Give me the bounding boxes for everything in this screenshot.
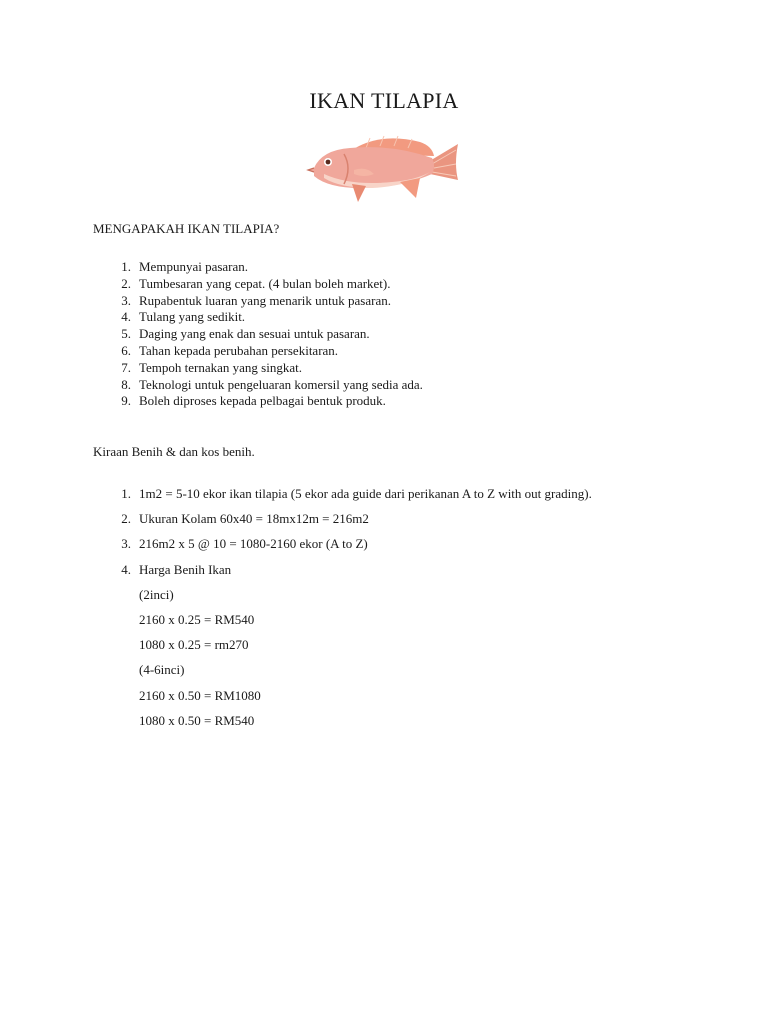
list-item-text: Tempoh ternakan yang singkat.	[139, 359, 302, 375]
list-item	[93, 259, 423, 276]
section-heading-seed-calculation: Kiraan Benih & dan kos benih.	[93, 444, 255, 459]
tilapia-fish-icon	[300, 128, 465, 206]
list-item-text: Harga Benih Ikan	[139, 561, 232, 577]
list-item	[93, 343, 423, 360]
list-item	[93, 309, 423, 326]
section-heading-why-tilapia: MENGAPAKAH IKAN TILAPIA?	[93, 221, 280, 236]
list-item	[93, 326, 423, 343]
list-item-text: 216m2 x 5 @ 10 = 1080-2160 ekor (A to Z)	[139, 536, 368, 552]
list-number: 6.	[121, 342, 131, 358]
list-number: 9.	[121, 393, 131, 409]
list-number: 7.	[121, 359, 131, 375]
list-item-text: Ukuran Kolam 60x40 = 18mx12m = 216m2	[139, 511, 369, 527]
list-item	[93, 377, 423, 394]
list-number: 4.	[121, 309, 131, 325]
price-size-label: (4-6inci)	[139, 662, 185, 678]
list-number: 4.	[121, 561, 131, 577]
list-item-text: Tumbesaran yang cepat. (4 bulan boleh market).	[139, 275, 391, 291]
price-line: 2160 x 0.25 = RM540	[139, 612, 255, 628]
list-number: 8.	[121, 376, 131, 392]
list-number: 3.	[121, 292, 131, 308]
list-item	[93, 293, 423, 310]
list-number: 1.	[121, 259, 131, 274]
list-number: 5.	[121, 326, 131, 342]
list-item	[93, 393, 423, 410]
list-item-text: Boleh diproses kepada pelbagai bentuk produk.	[139, 393, 386, 409]
price-line: 1080 x 0.25 = rm270	[139, 637, 249, 653]
list-number: 2.	[121, 275, 131, 291]
seed-price-lines	[139, 582, 653, 733]
list-number: 2.	[121, 511, 131, 527]
list-item	[93, 360, 423, 377]
reasons-list	[93, 259, 423, 410]
calculation-list	[93, 481, 653, 733]
list-item	[93, 557, 653, 733]
price-size-label: (2inci)	[139, 586, 174, 602]
list-number: 1.	[121, 486, 131, 501]
list-item-text: 1m2 = 5-10 ekor ikan tilapia (5 ekor ada guide dari perikanan A to Z with out grading).	[139, 486, 592, 501]
document-title: IKAN TILAPIA	[309, 88, 459, 113]
list-item	[93, 481, 653, 506]
price-line: 1080 x 0.50 = RM540	[139, 712, 255, 728]
list-item	[93, 506, 653, 531]
list-item	[93, 276, 423, 293]
list-item-text: Daging yang enak dan sesuai untuk pasaran.	[139, 326, 370, 342]
list-item-text: Tahan kepada perubahan persekitaran.	[139, 342, 339, 358]
list-item	[93, 531, 653, 556]
price-line: 2160 x 0.50 = RM1080	[139, 687, 261, 703]
list-number: 3.	[121, 536, 131, 552]
list-item-text: Tulang yang sedikit.	[139, 309, 246, 325]
list-item-text: Teknologi untuk pengeluaran komersil yang sedia ada.	[139, 376, 423, 392]
list-item-text: Mempunyai pasaran.	[139, 259, 249, 274]
list-item-text: Rupabentuk luaran yang menarik untuk pasaran.	[139, 292, 391, 308]
